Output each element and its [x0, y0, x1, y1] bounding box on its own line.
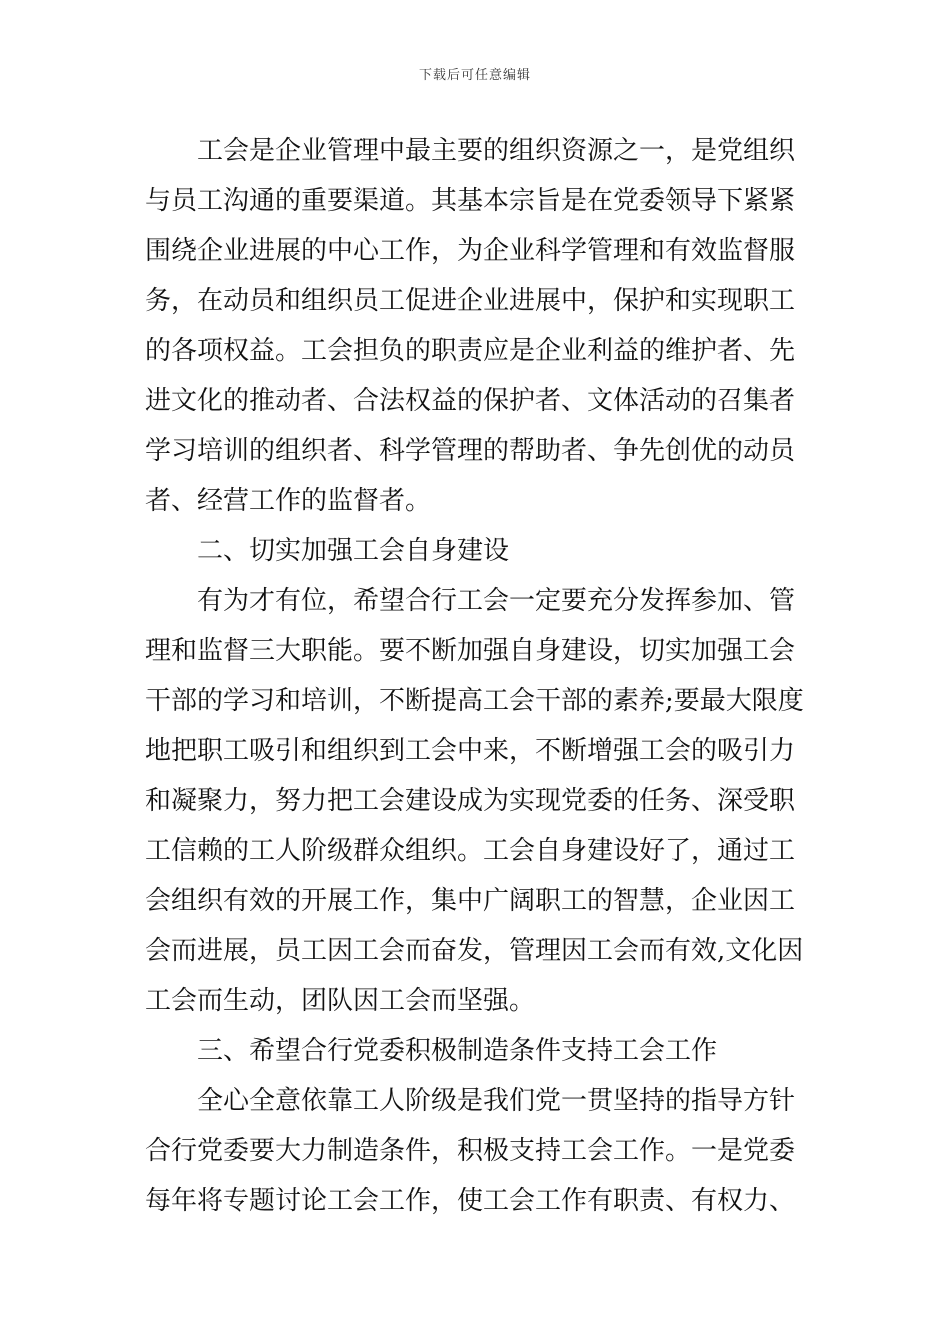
page-header: 下载后可任意编辑 [418, 68, 531, 83]
paragraph-line: 有为才有位，希望合行工会一定要充分发挥参加、管 [197, 586, 796, 616]
paragraph-line: 与员工沟通的重要渠道。其基本宗旨是在党委领导下紧紧 [145, 186, 796, 216]
paragraph-line: 进文化的推动者、合法权益的保护者、文体活动的召集者 [145, 386, 796, 416]
paragraph-line: 的各项权益。工会担负的职责应是企业利益的维护者、先 [145, 336, 796, 366]
paragraph-line: 者、经营工作的监督者。 [145, 486, 432, 516]
paragraph-line: 干部的学习和培训，不断提高工会干部的素养;要最大限度 [145, 686, 804, 716]
section-heading: 三、希望合行党委积极制造条件支持工会工作 [197, 1036, 718, 1066]
paragraph-line: 会组织有效的开展工作，集中广阔职工的智慧，企业因工 [145, 886, 796, 916]
paragraph-line: 学习培训的组织者、科学管理的帮助者、争先创优的动员 [145, 436, 796, 466]
paragraph-line: 全心全意依靠工人阶级是我们党一贯坚持的指导方针 [197, 1086, 796, 1116]
paragraph-line: 地把职工吸引和组织到工会中来，不断增强工会的吸引力 [145, 736, 796, 766]
paragraph-line: 每年将专题讨论工会工作，使工会工作有职责、有权力、 [145, 1186, 796, 1216]
paragraph-line: 合行党委要大力制造条件，积极支持工会工作。一是党委 [145, 1136, 796, 1166]
paragraph-line: 工会而生动，团队因工会而坚强。 [145, 986, 536, 1016]
paragraph-line: 会而进展，员工因工会而奋发，管理因工会而有效,文化因 [145, 936, 804, 966]
paragraph-line: 工信赖的工人阶级群众组织。工会自身建设好了，通过工 [145, 836, 796, 866]
section-heading: 二、切实加强工会自身建设 [197, 536, 510, 566]
paragraph-line: 理和监督三大职能。要不断加强自身建设，切实加强工会 [145, 636, 796, 666]
paragraph-line: 围绕企业进展的中心工作，为企业科学管理和有效监督服 [145, 236, 796, 266]
paragraph-line: 务，在动员和组织员工促进企业进展中，保护和实现职工 [145, 286, 796, 316]
document-body [145, 126, 810, 1226]
paragraph-line: 和凝聚力，努力把工会建设成为实现党委的任务、深受职 [145, 786, 796, 816]
paragraph-line: 工会是企业管理中最主要的组织资源之一，是党组织 [197, 136, 796, 166]
